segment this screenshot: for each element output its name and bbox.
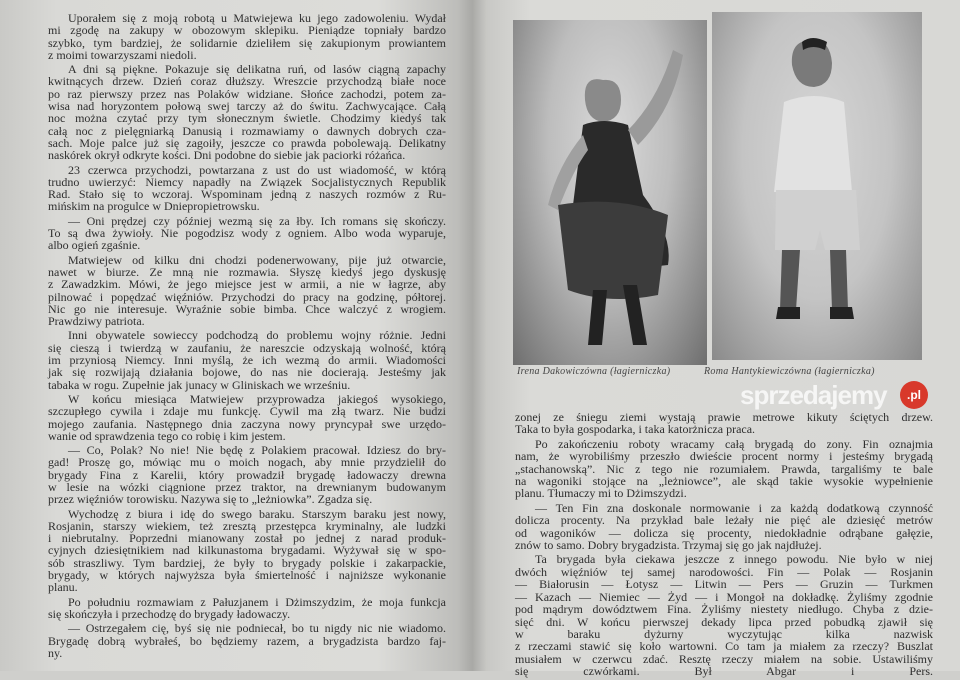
text-line: zonej ze śniegu ziemi wystają prawie metrowe kikuty ściętych drzew.	[515, 410, 933, 424]
text-line: jak się rozwijają działania bojowe, do nas nie docierają. Jesteśmy jak	[48, 365, 446, 380]
text-line: A dni są piękne. Pokazuje się delikatna ruń, od lasów ciągną zapachy	[68, 62, 446, 77]
text-line: w baraku dyżurny wyczytując kilka nazwisk	[515, 626, 933, 641]
text-line: Taka to była gospodarka, i taka katorżnicza praca.	[515, 422, 756, 437]
paragraph	[48, 12, 446, 61]
right-book-page	[472, 0, 960, 679]
text-line: cyjnych dziesiętnikiem nad kilkunastoma brygadami. Wyżywał się w spo-	[48, 543, 446, 558]
text-line: szybko, tym bardziej, że solidarnie dzieliłem się zakupionym prowiantem	[48, 35, 446, 50]
paragraph	[48, 508, 446, 594]
text-line: brygady Fina z Karelii, który prowadził brygadę ładowaczy drewna	[48, 467, 446, 482]
text-line: sięć dni. W końcu pierwszej dekady lipca przed pobudką zjawił się	[515, 614, 933, 629]
text-line: — Co, Polak? No nie! Nie będę z Polakiem pracował. Idziesz do bry-	[68, 443, 446, 458]
paragraph	[48, 164, 446, 213]
text-line: albo ogień zgaśnie.	[48, 238, 141, 253]
text-line: Ta brygada była ciekawa jeszcze z innego powodu. Nie było w niej	[535, 552, 933, 567]
text-line: całą noc z pielęgniarką Danusią i rozmawiamy o dawnych dobrych cza-	[48, 123, 446, 138]
text-line: Prawdziwy patriota.	[48, 314, 145, 329]
paragraph	[48, 444, 446, 505]
left-page-text	[48, 12, 446, 661]
text-line: — Oni prędzej czy później wezmą się za łby. Ich romans się skończy.	[68, 213, 446, 228]
text-line: Wychodzę z biura i idę do swego baraku. Starszym baraku jest nowy,	[68, 506, 446, 521]
text-line: planu. Tłumaczy mi to Dżimszydzi.	[515, 486, 687, 501]
text-line: sób straszliwy. Tym bardziej, że były to brygady polskie i zakarpackie,	[48, 555, 446, 570]
watermark-badge: .pl	[900, 381, 928, 409]
text-line: się skończyła i przechodzę do brygady ładowaczy.	[48, 606, 291, 621]
text-line: 23 czerwca przychodzi, powtarzana z ust do ust wiadomość, w którą	[68, 162, 446, 177]
text-line: mojego zaufania. Następnego dnia zaczyna nowy pryncypał swe urzędo-	[48, 416, 446, 431]
text-line: po raz pierwszy przez nas Polaków widziane. Słońce zachodzi, potem za-	[48, 86, 446, 101]
text-line: dwóch więźniów tej samej narodowości. Fin — Polak — Rosjanin	[515, 564, 933, 579]
text-line: się czwórkami. Był Abgar i Pers.	[515, 664, 933, 679]
text-line: Po zakończeniu roboty wracamy całą brygadą do zony. Fin oznajmia	[535, 436, 933, 451]
text-line: noc można czytać przy tym słonecznym świetle. Chodzimy kiedyś tak	[48, 111, 446, 126]
text-line: od wagoników — dolicza się procenty, niedokładnie odrąbane gałęzie,	[515, 525, 933, 540]
text-line: trudno uwierzyć: Niemcy napadły na Związek Socjalistycznych Republik	[48, 174, 446, 189]
paragraph	[48, 215, 446, 252]
text-line: mi zgodę na zakupy w obozowym sklepiku. Pieniądze topniały bardzo	[48, 23, 446, 38]
text-line: na wagoniki stojące na „leżniowce”, ale skąd takie wysokie wypełnienie	[515, 474, 933, 489]
text-line: i niebrutalny. Poprzedni mianowany został po jednej z narad produk-	[48, 531, 446, 546]
text-line: mińskim na progulce w Dniepropietrowsku.	[48, 199, 260, 214]
right-page-text	[515, 411, 933, 680]
text-line: — Ostrzegałem cię, byś się nie podniecał, bo tu nigdy nic nie wiadomo.	[68, 621, 446, 636]
photo-woman-dancing	[513, 20, 707, 365]
text-line: naskórek okrył odkryte kości. Dni podobne do siebie jak paciorki różańca.	[48, 148, 406, 163]
text-line: przez więźniów torowisku. Nazywa się to „leżniowka”. Zgadza się.	[48, 492, 373, 507]
watermark-text: sprzedajemy	[740, 380, 887, 410]
paragraph	[48, 393, 446, 442]
text-line: — Ten Fin zna doskonale normowanie i za każdą dodatkową czynność	[535, 500, 933, 515]
text-line: tabaka w rogu. Zupełnie jak junacy w Gliniskach we wrześniu.	[48, 377, 351, 392]
text-line: pilnować i popędzać więźniów. Przychodzi do pracy na godzinę, półtorej.	[48, 289, 446, 304]
text-line: Inni obywatele sowieccy podchodzą do problemu wojny różnie. Jedni	[68, 328, 446, 343]
paragraph	[48, 622, 446, 659]
paragraph	[48, 329, 446, 390]
text-line: kwitnących drzew. Dzień coraz dłuższy. Wreszcie przychodzą białe noce	[48, 74, 446, 89]
left-book-page	[0, 0, 472, 671]
photo-woman-standing	[712, 12, 922, 360]
text-line: gad! Proszę go, mówiąc mu o moich nogach, aby mnie przydzielił do	[48, 455, 446, 470]
text-line: wisa nad horyzontem połową swej tarczy aż do świtu. Zachwycające. Całą	[48, 99, 446, 114]
paragraph	[515, 438, 933, 500]
text-line: Brygadę dobrą wybrałeś, bo będziemy razem, a brygadzista bardzo faj-	[48, 633, 446, 648]
text-line: ny.	[48, 645, 63, 660]
text-line: — Kazach — Niemiec — Żyd — i Mongoł na dokładkę. Żyliśmy zgodnie	[515, 589, 933, 604]
text-line: Po południu rozmawiam z Pałuzjanem i Dżimszydzim, że moja funkcja	[68, 594, 446, 609]
text-line: nawet w biurze. Ze mną nie rozmawia. Słyszę kiedyś jego dyskusję	[48, 264, 446, 279]
paragraph	[48, 596, 446, 621]
text-line: „stachanowską”. Nic z tego nie rozumiałem. Prawda, targaliśmy te bale	[515, 461, 933, 476]
text-line: Rad. Stało się to wczoraj. Wspominam jedną z naszych rozmów z Ru-	[48, 187, 446, 202]
text-line: im przyniosą Niemcy. Inni myślą, że ich wezmą do armii. Wiadomości	[48, 353, 446, 368]
text-line: z moimi towarzyszami niedoli.	[48, 47, 197, 62]
paragraph	[515, 553, 933, 677]
text-line: z rzeczami stawić się koło wartowni. Co tam ja miałem za rzeczy? Buszlat	[515, 639, 933, 654]
text-line: dolicza procenty. Na przykład bale leżały nie pięć ale dziesięć metrów	[515, 513, 933, 528]
text-line: planu.	[48, 580, 78, 595]
text-line: Rosjanin, starszy wiekiem, też zresztą przestępca kryminalny, ale ludzki	[48, 518, 446, 533]
paragraph	[48, 63, 446, 161]
woman-dancing-figure-icon	[513, 20, 707, 365]
text-line: pod mądrym dowództwem Fina. Żyliśmy niestety niedługo. Chyba z dzie-	[515, 602, 933, 617]
text-line: się cieszą i twierdzą w zaufaniu, że nareszcie odzyskają wolność, którą	[48, 340, 446, 355]
text-line: Matwiejew od kilku dni chodzi podenerwowany, pije już otwarcie,	[68, 252, 446, 267]
text-line: sach. Moje palce już się zagoiły, jeszcze co prawda pobolewają. Delikatny	[48, 135, 446, 150]
paragraph	[48, 254, 446, 328]
woman-standing-figure-icon	[712, 12, 922, 360]
text-line: Uporałem się z moją robotą u Matwiejewa ku jego zadowoleniu. Wydał	[68, 11, 446, 25]
text-line: Nic go nie interesuje. Wyraźnie sobie bimba. Chce walczyć z wrogiem.	[48, 301, 446, 316]
text-line: musiałem w czerwcu zdać. Resztę rzeczy miałem na sobie. Ustawiliśmy	[515, 651, 933, 666]
text-line: brygady, w których najwyższa była śmiertelność i najniższe wykonanie	[48, 568, 446, 583]
text-line: z Zawadzkim. Mówi, że jego miejsce jest w armii, a nie w łagrze, aby	[48, 277, 446, 292]
text-line: — Białorusin — Łotysz — Litwin — Pers — Gruzin — Turkmen	[515, 577, 933, 592]
text-line: wanie od sprawdzenia tego co robię i kim jestem.	[48, 428, 286, 443]
text-line: W końcu miesiąca Matwiejew przyprowadza jakiegoś wysokiego,	[68, 391, 446, 406]
photo-caption: Irena Dakowiczówna (łagierniczka)	[517, 366, 671, 377]
text-line: To są dwa żywioły. Nie pogodzisz wody z ogniem. Albo woda wyparuje,	[48, 226, 446, 241]
text-line: znów to samo. Dobry brygadzista. Trzymaj się go jak najdłużej.	[515, 538, 822, 553]
paragraph	[515, 502, 933, 552]
text-line: w lesie na wózki ciągnione przez traktor, na drewnianym budowanym	[48, 479, 446, 494]
text-line: nam, że wyrobiliśmy przeszło dwieście procent normy i jesteśmy brygadą	[515, 449, 933, 464]
text-line: szczupłego cywila i zdaje mu funkcję. Cywil ma złą twarz. Nie budzi	[48, 404, 446, 419]
photo-caption: Roma Hantykiewiczówna (łagierniczka)	[704, 366, 875, 377]
paragraph	[515, 411, 933, 436]
